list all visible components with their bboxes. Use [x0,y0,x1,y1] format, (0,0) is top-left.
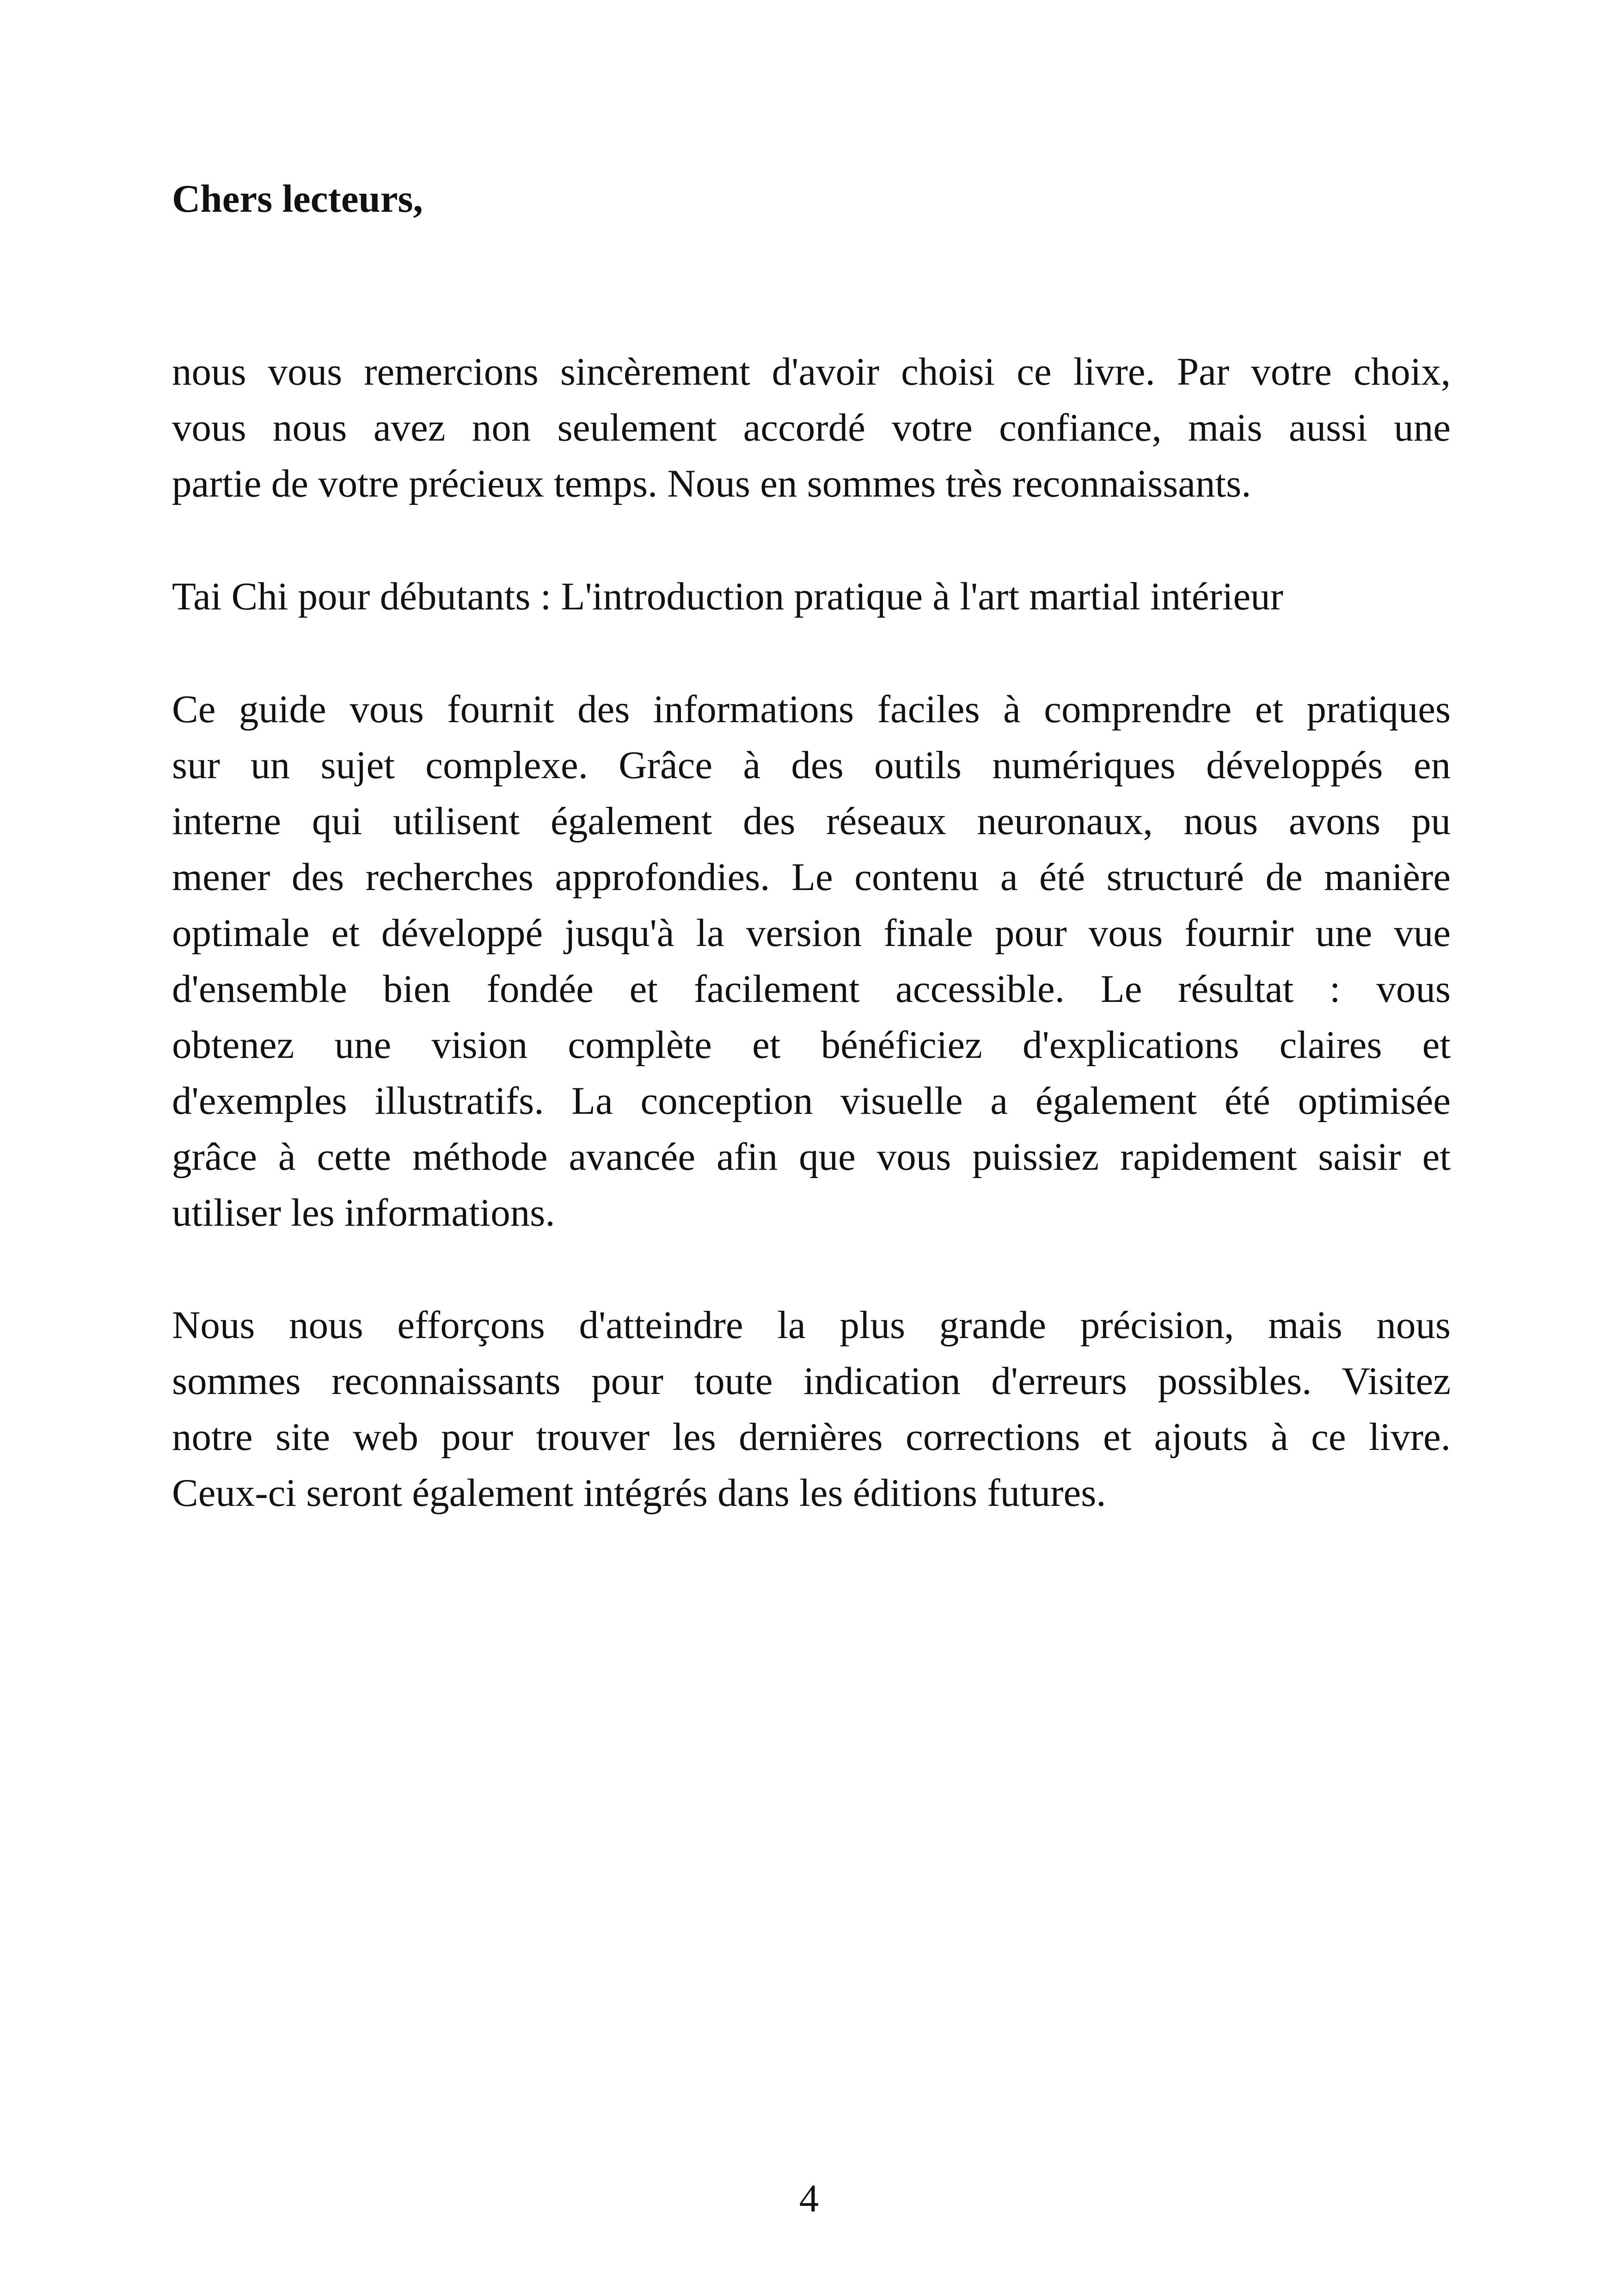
text-line: d'ensemble bien fondée et facilement accessible. Le résultat : vous [172,967,1451,1011]
text-line: notre site web pour trouver les dernières corrections et ajouts à ce livre. [172,1415,1451,1459]
paragraph-guide-description [172,681,1451,1241]
text-line: d'exemples illustratifs. La conception visuelle a également été optimisée [172,1079,1451,1123]
text-line: Tai Chi pour débutants : L'introduction pratique à l'art martial intérieur [172,575,1283,618]
text-line: optimale et développé jusqu'à la version finale pour vous fournir une vue [172,911,1451,955]
text-line: grâce à cette méthode avancée afin que vous puissiez rapidement saisir et [172,1135,1451,1179]
text-line: Ceux-ci seront également intégrés dans les éditions futures. [172,1471,1106,1515]
text-line: sommes reconnaissants pour toute indication d'erreurs possibles. Visitez [172,1359,1451,1403]
text-line: interne qui utilisent également des réseaux neuronaux, nous avons pu [172,799,1451,843]
text-line: utiliser les informations. [172,1191,555,1234]
text-line: obtenez une vision complète et bénéficiez d'explications claires et [172,1023,1451,1067]
paragraph-book-title [172,569,1451,625]
text-line: vous nous avez non seulement accordé votre confiance, mais aussi une [172,406,1451,449]
paragraph-errata-notice [172,1297,1451,1521]
page-number: 4 [799,2177,819,2220]
paragraph-thanks [172,344,1451,512]
text-line: nous vous remercions sincèrement d'avoir choisi ce livre. Par votre choix, [172,350,1451,393]
text-line: Nous nous efforçons d'atteindre la plus grande précision, mais nous [172,1303,1451,1347]
salutation-heading: Chers lecteurs, [172,177,423,221]
text-line: mener des recherches approfondies. Le contenu a été structuré de manière [172,855,1451,899]
text-line: partie de votre précieux temps. Nous en sommes très reconnaissants. [172,462,1251,505]
text-line: Ce guide vous fournit des informations faciles à comprendre et pratiques [172,688,1451,731]
text-line: sur un sujet complexe. Grâce à des outils numériques développés en [172,743,1451,787]
